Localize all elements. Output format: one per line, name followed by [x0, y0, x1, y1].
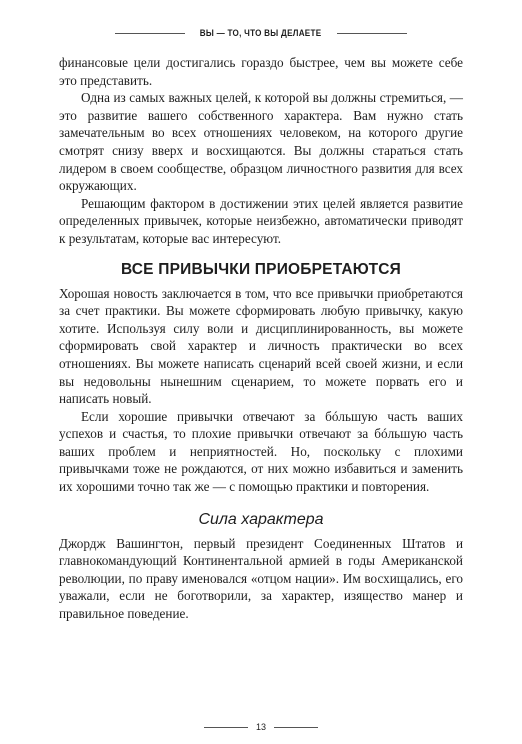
running-head-title: ВЫ — ТО, ЧТО ВЫ ДЕЛАЕТЕ [200, 28, 322, 38]
subsection-heading: Сила характера [198, 510, 324, 528]
section-heading: ВСЕ ПРИВЫЧКИ ПРИОБРЕТАЮТСЯ [120, 260, 401, 278]
paragraph-washington: Джордж Вашингтон, первый президент Соединенных Штатов и главнокомандующий Континентальной армией в годы Американской революции, по праву именовался «отцом нации». Им восхищались, его уважали, если не боготворили, за характер, изящество манер и правильное поведение. [59, 535, 463, 622]
page-footer [59, 722, 463, 732]
paragraph-good-news: Хорошая новость заключается в том, что все привычки приобретаются за счет практики. Вы можете сформировать любую привычку, какую хотите. Используя силу воли и дисциплинированность, вы можете сформировать свой характер и личность практически во всех отношениях. Вы можете написать сценарий всей своей жизни, и если вы недовольны нынешним сценарием, то можете порвать его и написать новый. [59, 285, 463, 407]
book-page [59, 26, 463, 732]
folio-rule-right [274, 727, 318, 728]
paragraph-habits-factor: Решающим фактором в достижении этих целей является развитие определенных привычек, которые неизбежно, автоматически приводят к результатам, которые вас интересуют. [59, 195, 463, 246]
running-head-rule-left [115, 33, 185, 34]
paragraph-character-goal: Одна из самых важных целей, к которой вы должны стремиться, — это развитие вашего собственного характера. Вам нужно стать замечательным во всех отношениях человеком, на которого другие смотрят снизу вверх и восхищаются. Вы должны стараться стать лидером в своем сообществе, образцом личностного развития для всех окружающих. [59, 90, 463, 194]
folio-rule-left [204, 727, 248, 728]
paragraph-continuation: финансовые цели достигались гораздо быстрее, чем вы можете себе это представить. [59, 55, 463, 88]
running-head-rule-right [337, 33, 407, 34]
paragraph-good-bad-habits: Если хорошие привычки отвечают за бóльшую часть ваших успехов и счастья, то плохие привычки отвечают за бóльшую часть ваших проблем и неприятностей. Но, поскольку с плохими привычками тоже не рождаются, от них можно избавиться и заменить их хорошими точно так же — с помощью практики и повторения. [59, 408, 463, 495]
running-head [59, 26, 463, 40]
page-number: 13 [255, 722, 266, 732]
